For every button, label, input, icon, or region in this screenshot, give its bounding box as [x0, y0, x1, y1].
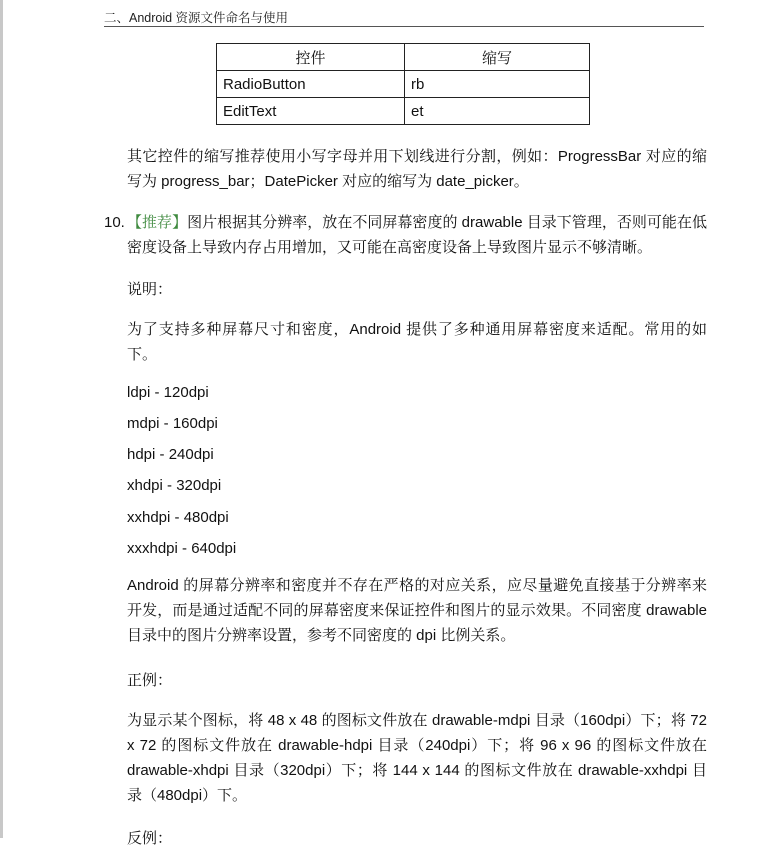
item-10-paragraph — [127, 210, 707, 260]
table-cell: EditText — [217, 98, 405, 125]
density-item: ldpi - 120dpi — [127, 384, 209, 401]
positive-label: 正例： — [127, 672, 173, 689]
other-controls-paragraph: 其它控件的缩写推荐使用小写字母并用下划线进行分割，例如：ProgressBar 对应的缩写为 progress_bar；DatePicker 对应的缩写为 date_picker。 — [127, 148, 707, 190]
positive-paragraph: 为显示某个图标，将 48 x 48 的图标文件放在 drawable-mdpi 目录（160dpi）下；将 72 x 72 的图标文件放在 drawable-hdpi 目录（240dpi）下；将 96 x 96 的图标文件放在 drawable-xhdpi 目录（320dpi）下；将 144 x 144 的图标文件放在 drawable-xxhdpi 目录（480dpi）下。 — [127, 712, 707, 804]
item-number: 10. — [104, 214, 125, 231]
section-header: 二、Android 资源文件命名与使用 — [104, 11, 289, 25]
cutoff-label: 反例： — [127, 830, 173, 847]
density-item: mdpi - 160dpi — [127, 415, 218, 432]
page-left-edge — [0, 0, 3, 838]
abbreviation-table — [216, 43, 590, 125]
table-row — [217, 98, 590, 125]
density-item: hdpi - 240dpi — [127, 446, 214, 463]
recommend-tag: 【推荐】 — [127, 214, 188, 231]
table-cell: rb — [405, 71, 590, 98]
table-header-row — [217, 44, 590, 71]
item-10-text: 图片根据其分辨率，放在不同屏幕密度的 drawable 目录下管理，否则可能在低密度设备上导致内存占用增加，又可能在高密度设备上导致图片显示不够清晰。 — [127, 214, 707, 256]
density-item: xxxhdpi - 640dpi — [127, 540, 237, 557]
explain-paragraph: 为了支持多种屏幕尺寸和密度，Android 提供了多种通用屏幕密度来适配。常用的如下。 — [127, 321, 707, 363]
table-row — [217, 71, 590, 98]
table-header-cell: 控件 — [217, 44, 405, 71]
table-cell: RadioButton — [217, 71, 405, 98]
density-item: xxhdpi - 480dpi — [127, 509, 229, 526]
density-item: xhdpi - 320dpi — [127, 477, 222, 494]
table-cell: et — [405, 98, 590, 125]
relation-paragraph: Android 的屏幕分辨率和密度并不存在严格的对应关系，应尽量避免直接基于分辨率来开发，而是通过适配不同的屏幕密度来保证控件和图片的显示效果。不同密度 drawable 目录中的图片分辨率设置，参考不同密度的 dpi 比例关系。 — [127, 577, 707, 644]
header-rule — [104, 26, 704, 27]
explain-label: 说明： — [127, 281, 173, 298]
table-header-cell: 缩写 — [405, 44, 590, 71]
